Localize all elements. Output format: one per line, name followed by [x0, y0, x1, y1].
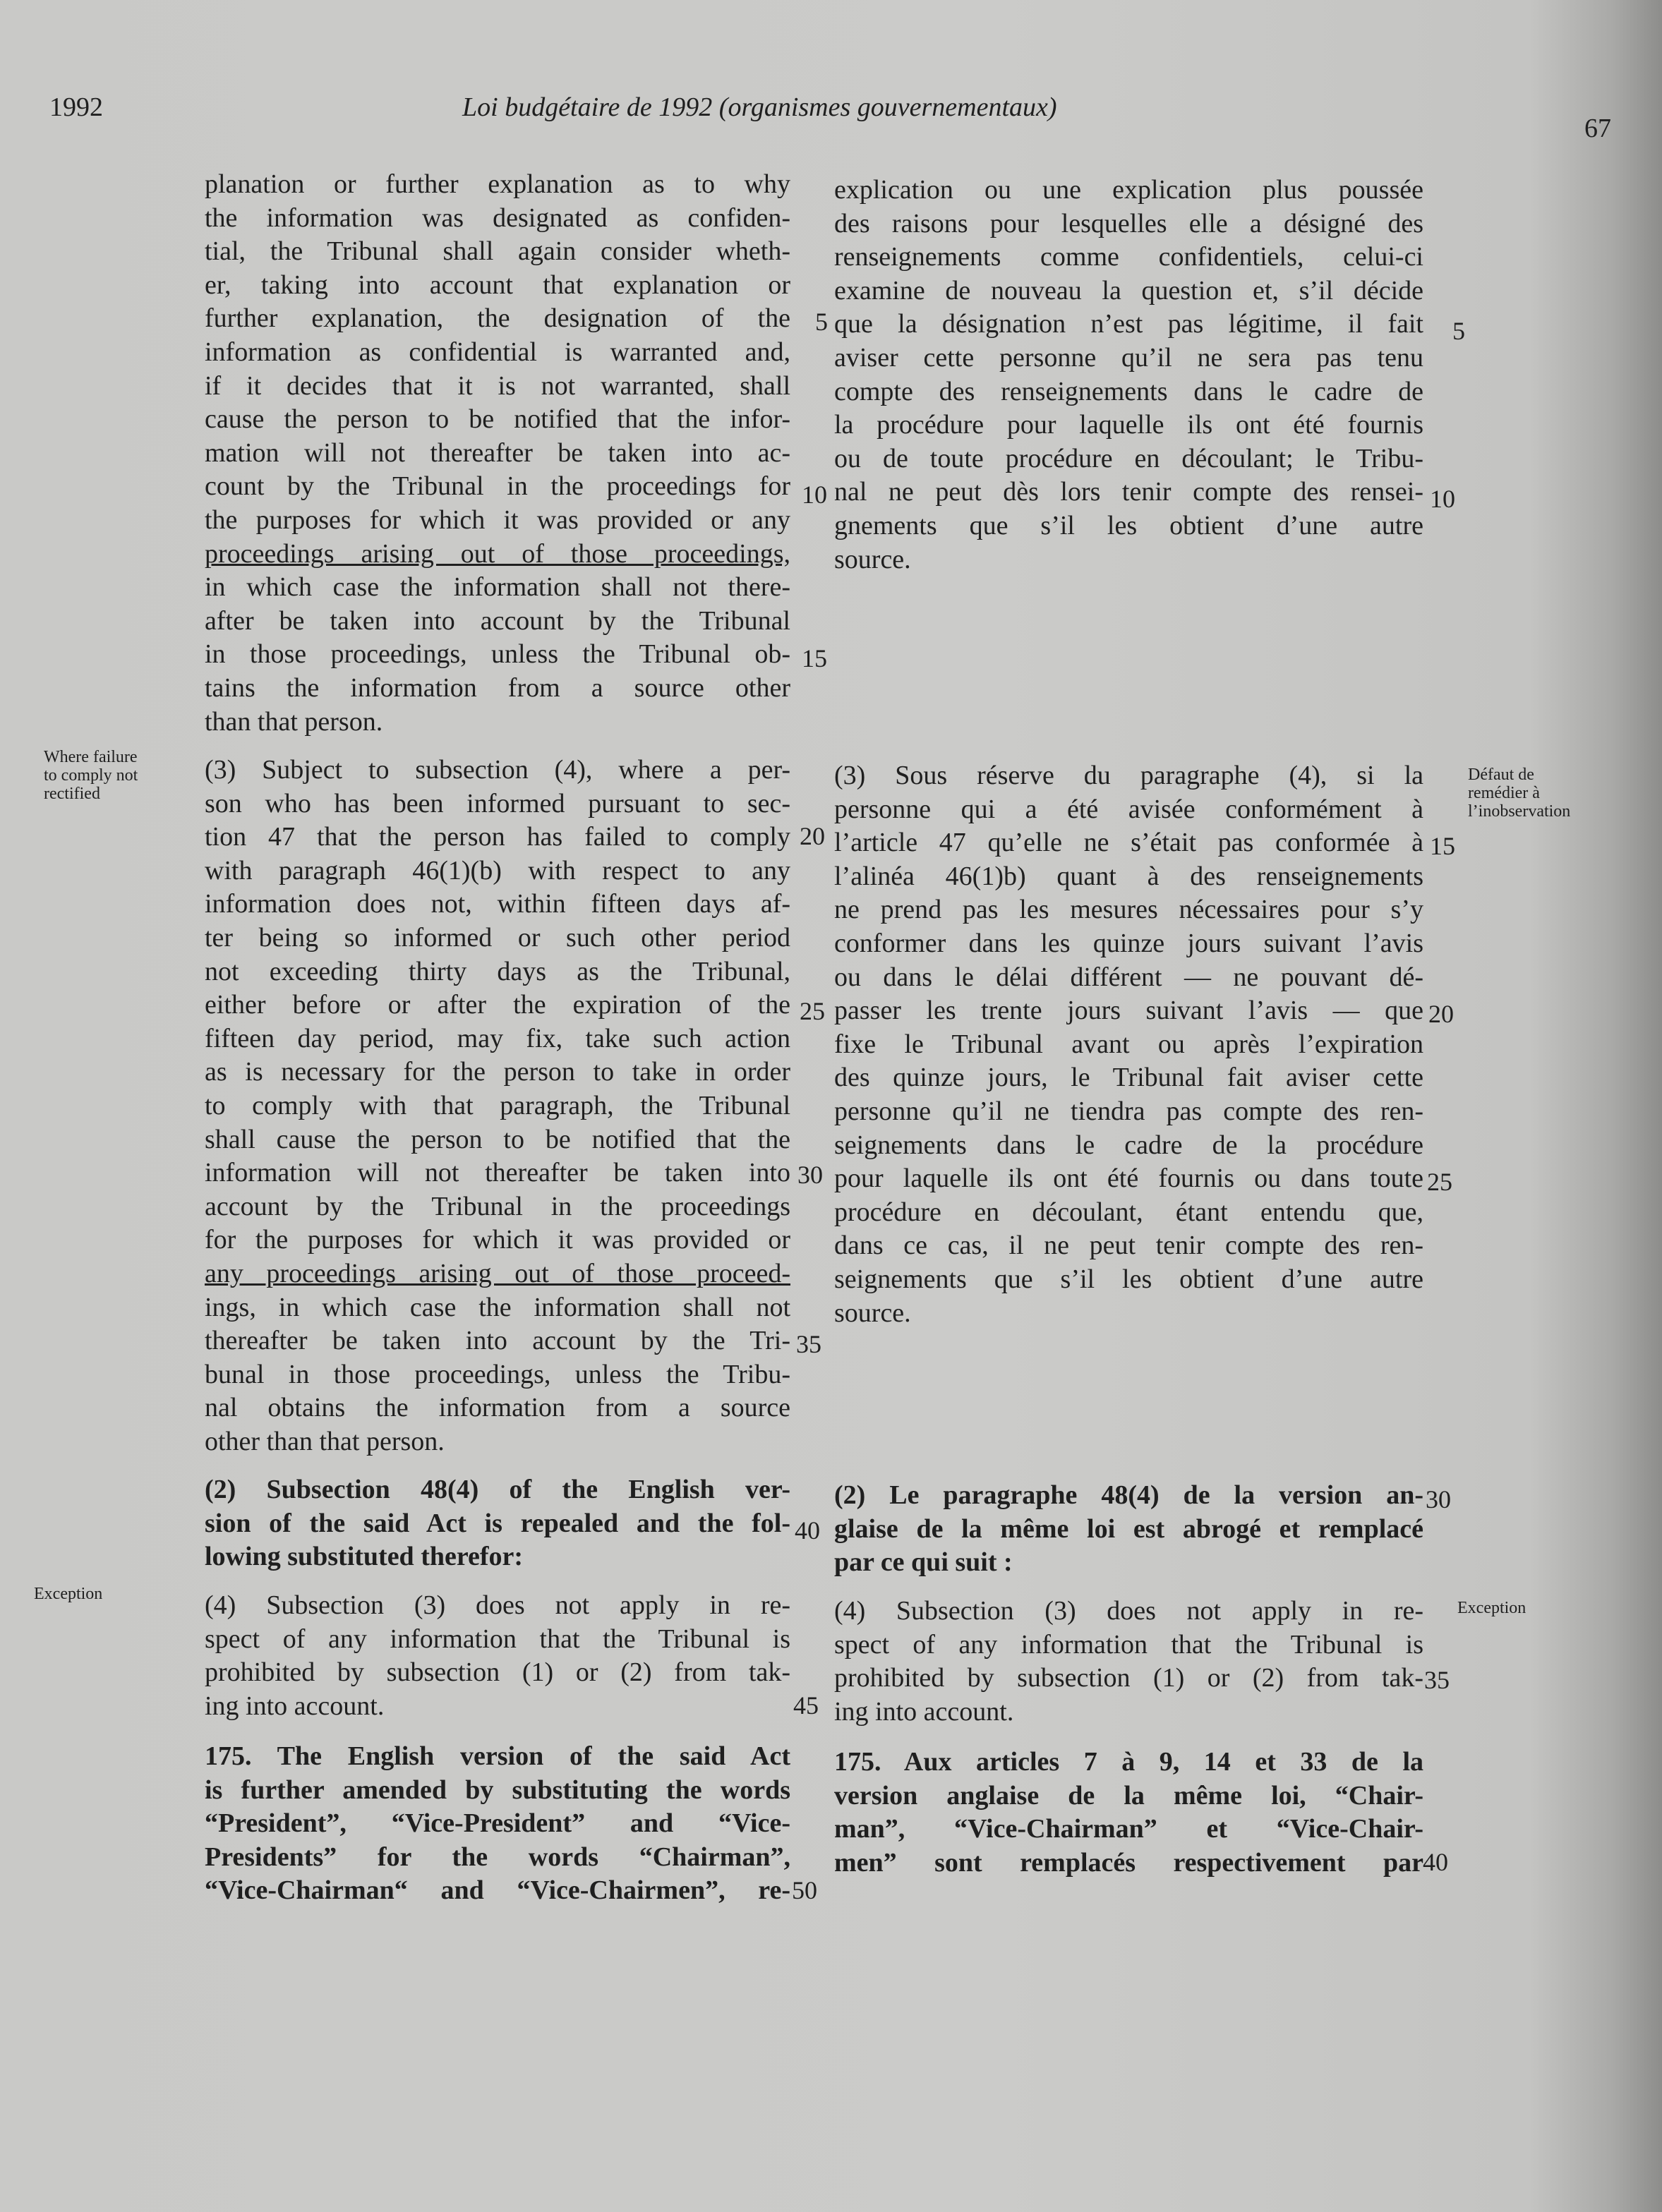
text-line: “Vice-Chairman“ and “Vice-Chairmen”, re-: [205, 1875, 790, 1906]
text-line: 175. The English version of the said Act: [205, 1741, 790, 1771]
text-line: for the purposes for which it was provided or: [205, 1225, 790, 1255]
text-line: information will not thereafter be taken into: [205, 1158, 790, 1188]
french-paragraph-5: [834, 1746, 1423, 1880]
text-line: la procédure pour laquelle ils ont été fournis: [834, 410, 1423, 440]
text-line: (3) Subject to subsection (4), where a per-: [205, 755, 790, 785]
text-line: ou de toute procédure en découlant; le Tribu-: [834, 443, 1423, 473]
text-line: after be taken into account by the Tribunal: [205, 605, 790, 636]
text-line: par ce qui suit :: [834, 1547, 1013, 1578]
text-line: planation or further explanation as to why: [205, 169, 790, 199]
line-number: 5: [1452, 317, 1465, 345]
text-line: compte des renseignements dans le cadre de: [834, 376, 1423, 406]
line-number: 35: [796, 1330, 821, 1358]
text-line: personne qu’il ne tiendra pas compte des ren-: [834, 1096, 1423, 1126]
text-line: (2) Le paragraphe 48(4) de la version an-: [834, 1480, 1423, 1510]
text-line: (2) Subsection 48(4) of the English ver-: [205, 1475, 790, 1504]
text-line: ings, in which case the information shall not: [205, 1292, 790, 1322]
line-number: 30: [1426, 1485, 1451, 1513]
text-line: pour laquelle ils ont été fournis ou dans toute: [834, 1164, 1423, 1194]
text-line: l’article 47 qu’elle ne s’était pas conformée à: [834, 828, 1423, 858]
text-line: ne prend pas les mesures nécessaires pour s’y: [834, 895, 1423, 925]
line-number: 40: [1423, 1848, 1448, 1876]
text-line: account by the Tribunal in the proceedings: [205, 1191, 790, 1221]
text-line: version anglaise de la même loi, “Chair-: [834, 1780, 1423, 1811]
text-line: Presidents” for the words “Chairman”,: [205, 1842, 790, 1872]
text-line: in which case the information shall not there-: [205, 572, 790, 603]
french-paragraph-4: [834, 1595, 1423, 1729]
text-line: nal ne peut dès lors tenir compte des rensei-: [834, 477, 1423, 507]
text-line: in those proceedings, unless the Tribunal ob-: [205, 639, 790, 670]
line-number: 20: [800, 822, 825, 850]
text-line: aviser cette personne qu’il ne sera pas tenu: [834, 342, 1423, 373]
text-line: either before or after the expiration of the: [205, 990, 790, 1020]
english-paragraph-4: [205, 1589, 790, 1723]
line-number: 15: [802, 644, 827, 672]
text-line: other than that person.: [205, 1426, 445, 1456]
text-line: prohibited by subsection (1) or (2) from tak-: [205, 1657, 790, 1688]
text-line: cause the person to be notified that the infor-: [205, 404, 790, 435]
text-line: shall cause the person to be notified that the: [205, 1124, 790, 1154]
french-paragraph-3: [834, 1479, 1423, 1580]
text-line: procédure en découlant, étant entendu que,: [834, 1197, 1423, 1227]
line-number: 25: [800, 997, 825, 1025]
text-line: lowing substituted therefor:: [205, 1542, 524, 1572]
text-line: not exceeding thirty days as the Tribunal,: [205, 956, 790, 986]
text-line: ing into account.: [834, 1696, 1014, 1727]
line-number: 50: [792, 1876, 817, 1904]
text-line: count by the Tribunal in the proceedings for: [205, 471, 790, 502]
text-line: seignements que s’il les obtient d’une autre: [834, 1264, 1423, 1294]
text-line: source.: [834, 1298, 911, 1328]
text-line: glaise de la même loi est abrogé et remplacé: [834, 1513, 1423, 1544]
text-line: as is necessary for the person to take in order: [205, 1057, 790, 1087]
text-line: tial, the Tribunal shall again consider wheth-: [205, 236, 790, 267]
text-line: personne qui a été avisée conformément à: [834, 794, 1423, 824]
text-line: thereafter be taken into account by the Tri-: [205, 1326, 790, 1356]
text-line: further explanation, the designation of the: [205, 303, 790, 334]
text-line: passer les trente jours suivant l’avis — que: [834, 996, 1423, 1026]
text-line: man”, “Vice-Chairman” et “Vice-Chair-: [834, 1814, 1423, 1844]
english-paragraph-1: [205, 168, 790, 739]
text-line: source.: [834, 544, 911, 574]
text-line: (4) Subsection (3) does not apply in re-: [205, 1590, 790, 1620]
margin-note-where-failure: Where failure to comply not rectified: [44, 748, 138, 803]
text-line: ter being so informed or such other period: [205, 922, 790, 953]
text-line: spect of any information that the Tribunal is: [834, 1629, 1423, 1660]
text-line: ing into account.: [205, 1691, 385, 1721]
text-line: que la désignation n’est pas légitime, il fait: [834, 309, 1423, 339]
text-line: (4) Subsection (3) does not apply in re-: [834, 1596, 1423, 1626]
text-line: tion 47 that the person has failed to comply: [205, 822, 790, 852]
text-line: if it decides that it is not warranted, shall: [205, 370, 790, 401]
text-line: proceedings arising out of those proceedings,: [205, 538, 790, 569]
text-line: fifteen day period, may fix, take such action: [205, 1023, 790, 1053]
text-line: sion of the said Act is repealed and the fol-: [205, 1508, 790, 1538]
text-line: ou dans le délai différent — ne pouvant dé-: [834, 962, 1423, 992]
french-paragraph-2: [834, 759, 1423, 1330]
margin-note-exception-right: Exception: [1457, 1599, 1526, 1617]
text-line: information does not, within fifteen days af-: [205, 889, 790, 919]
line-number: 25: [1427, 1168, 1452, 1196]
text-line: the purposes for which it was provided or any: [205, 504, 790, 535]
english-paragraph-5: [205, 1740, 790, 1908]
text-line: bunal in those proceedings, unless the Tribu-: [205, 1359, 790, 1389]
margin-note-defaut: Défaut de remédier à l’inobservation: [1468, 766, 1571, 821]
line-number: 15: [1430, 832, 1455, 860]
text-line: dans ce cas, il ne peut tenir compte des ren-: [834, 1231, 1423, 1261]
text-line: renseignements comme confidentiels, celui-ci: [834, 242, 1423, 272]
text-line: any proceedings arising out of those proceed-: [205, 1258, 790, 1288]
text-line: with paragraph 46(1)(b) with respect to any: [205, 855, 790, 886]
text-line: explication ou une explication plus poussée: [834, 175, 1423, 205]
text-line: er, taking into account that explanation or: [205, 270, 790, 300]
text-line: information as confidential is warranted and,: [205, 337, 790, 367]
page-title: Loi budgétaire de 1992 (organismes gouvernementaux): [462, 92, 1057, 122]
text-line: nal obtains the information from a source: [205, 1393, 790, 1423]
french-paragraph-1: [834, 174, 1423, 576]
text-line: son who has been informed pursuant to sec-: [205, 788, 790, 818]
text-line: 175. Aux articles 7 à 9, 14 et 33 de la: [834, 1747, 1423, 1777]
line-number: 30: [797, 1161, 823, 1189]
english-paragraph-2: [205, 754, 790, 1458]
line-number: 20: [1428, 1000, 1454, 1028]
line-number: 10: [1430, 485, 1455, 513]
text-line: prohibited by subsection (1) or (2) from tak-: [834, 1663, 1423, 1693]
margin-note-exception-left: Exception: [34, 1585, 103, 1603]
text-line: mation will not thereafter be taken into ac-: [205, 437, 790, 468]
line-number: 10: [802, 481, 827, 509]
text-line: than that person.: [205, 706, 383, 737]
line-number: 45: [793, 1691, 819, 1720]
text-line: spect of any information that the Tribunal is: [205, 1624, 790, 1654]
line-number: 35: [1424, 1666, 1450, 1694]
text-line: gnements que s’il les obtient d’une autre: [834, 510, 1423, 540]
text-line: examine de nouveau la question et, s’il décide: [834, 275, 1423, 306]
year-label: 1992: [49, 92, 103, 122]
text-line: conformer dans les quinze jours suivant l’avis: [834, 928, 1423, 958]
text-line: des raisons pour lesquelles elle a désigné des: [834, 208, 1423, 238]
text-line: l’alinéa 46(1)b) quant à des renseignements: [834, 861, 1423, 891]
text-line: tains the information from a source other: [205, 672, 790, 703]
text-line: fixe le Tribunal avant ou après l’expiration: [834, 1029, 1423, 1059]
text-line: seignements dans le cadre de la procédure: [834, 1130, 1423, 1160]
text-line: des quinze jours, le Tribunal fait aviser cette: [834, 1063, 1423, 1093]
line-number: 5: [815, 308, 828, 336]
text-line: to comply with that paragraph, the Tribunal: [205, 1090, 790, 1120]
text-line: “President”, “Vice-President” and “Vice-: [205, 1808, 790, 1839]
text-line: is further amended by substituting the words: [205, 1775, 790, 1805]
text-line: (3) Sous réserve du paragraphe (4), si la: [834, 761, 1423, 790]
text-line: men” sont remplacés respectivement par: [834, 1847, 1423, 1878]
page-number: 67: [1584, 114, 1611, 143]
line-number: 40: [795, 1516, 820, 1545]
english-paragraph-3: [205, 1473, 790, 1574]
text-line: the information was designated as confiden-: [205, 203, 790, 233]
